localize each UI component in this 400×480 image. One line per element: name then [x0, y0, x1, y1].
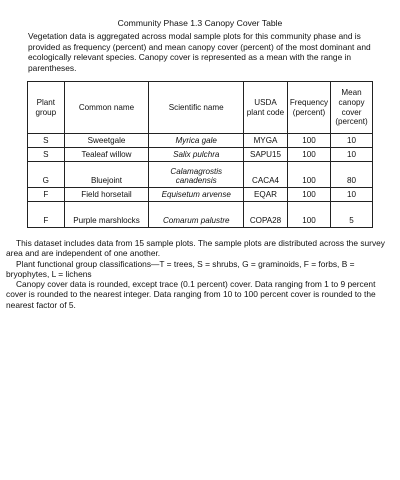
- table-row: [28, 162, 373, 188]
- cell-mean-cover: 10: [331, 134, 373, 148]
- cell-usda-code: MYGA: [244, 134, 288, 148]
- canopy-cover-table: [27, 81, 373, 228]
- cell-frequency: 100: [287, 162, 330, 188]
- cell-plant-group: G: [28, 162, 65, 188]
- cell-plant-group: F: [28, 202, 65, 228]
- cell-scientific-name: Calamagrostis canadensis: [149, 162, 244, 188]
- cell-usda-code: COPA28: [244, 202, 288, 228]
- cell-mean-cover: 10: [331, 148, 373, 162]
- header-usda-code: USDA plant code: [244, 82, 288, 134]
- cell-frequency: 100: [287, 134, 330, 148]
- cell-mean-cover: 5: [331, 202, 373, 228]
- header-common-name: Common name: [64, 82, 149, 134]
- cell-plant-group: S: [28, 148, 65, 162]
- note-functional-groups: Plant functional group classifications—T = trees, S = shrubs, G = graminoids, F = forbs, B = bryophytes, L = lichens: [6, 258, 355, 279]
- cell-plant-group: F: [28, 188, 65, 202]
- cell-frequency: 100: [287, 188, 330, 202]
- cell-common-name: Sweetgale: [64, 134, 149, 148]
- table-header-row: [28, 82, 373, 134]
- cell-usda-code: EQAR: [244, 188, 288, 202]
- cell-common-name: Tealeaf willow: [64, 148, 149, 162]
- header-mean-cover: Mean canopy cover (percent): [331, 82, 373, 134]
- cell-scientific-name: Salix pulchra: [149, 148, 244, 162]
- cell-usda-code: CACA4: [244, 162, 288, 188]
- cell-frequency: 100: [287, 148, 330, 162]
- cell-frequency: 100: [287, 202, 330, 228]
- cell-scientific-name: Myrica gale: [149, 134, 244, 148]
- intro-paragraph: Vegetation data is aggregated across modal sample plots for this community phase and is provided as frequency (percent) and mean canopy cover (percent) of the most dominant and ecologically relevant species. Canopy cover is represented as a mean with the range in parentheses.: [28, 31, 371, 73]
- table-row: [28, 202, 373, 228]
- cell-scientific-name: Comarum palustre: [149, 202, 244, 228]
- header-plant-group: Plant group: [28, 82, 65, 134]
- table-row: [28, 188, 373, 202]
- cell-usda-code: SAPU15: [244, 148, 288, 162]
- cell-plant-group: S: [28, 134, 65, 148]
- cell-scientific-name: Equisetum arvense: [149, 188, 244, 202]
- cell-common-name: Purple marshlocks: [64, 202, 149, 228]
- table-row: [28, 134, 373, 148]
- note-rounding: Canopy cover data is rounded, except trace (0.1 percent) cover. Data ranging from 1 to 9 percent cover is rounded to the nearest integer. Data ranging from 10 to 100 percent cover is rounded to the nearest factor of 5.: [6, 279, 376, 310]
- cell-mean-cover: 80: [331, 162, 373, 188]
- header-scientific-name: Scientific name: [149, 82, 244, 134]
- header-frequency: Frequency (percent): [287, 82, 330, 134]
- table-row: [28, 148, 373, 162]
- table-notes: [6, 238, 394, 310]
- cell-common-name: Bluejoint: [64, 162, 149, 188]
- table-title: Community Phase 1.3 Canopy Cover Table: [117, 18, 283, 28]
- cell-mean-cover: 10: [331, 188, 373, 202]
- note-sample-plots: This dataset includes data from 15 sample plots. The sample plots are distributed across the survey area and are independent of one another.: [6, 238, 385, 259]
- cell-common-name: Field horsetail: [64, 188, 149, 202]
